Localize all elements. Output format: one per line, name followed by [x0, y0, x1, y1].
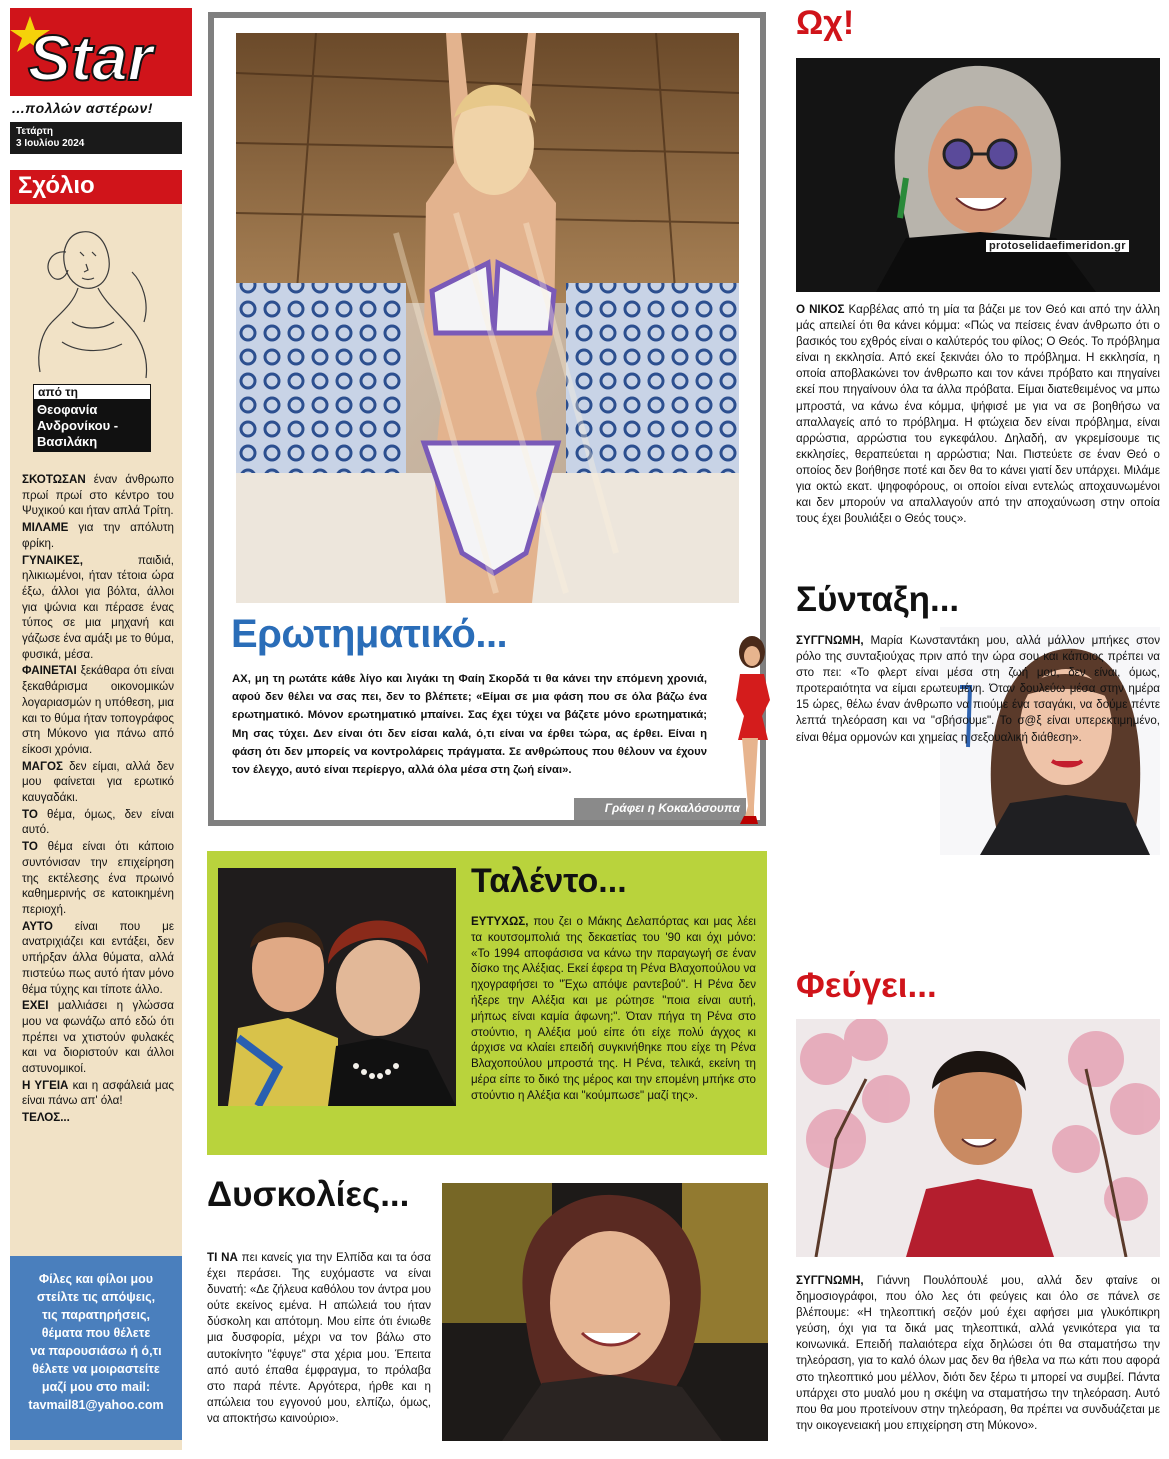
feygei-text: Γιάννη Πουλόπουλέ μου, αλλά δεν φταίνε οι δημοσιογράφοι, που όλο λες ότι φεύγεις και όλο σε πάνελ σε βλέπουμε: «Η τηλεοπτική σεζόν μού έχει αφήσει μια γλυκόπικρη γεύση, όχι για τα δικά μας τηλεοπτικά, αλλά γενικότερα για τα κοινωνικά. Επειδή παλαιότερα είχα δηλώσει ότι θα σταματήσω την τηλεόραση, για το καλό όλων μας δεν θα ήθελα να πω κάτι που αφορά στο τηλεοπτικό μου μέλλον, διότι δεν ξέρω τι μπορεί να συμβεί. Πάντα υπάρχει στο μυαλό μου η σκέψη να σταματήσω την τηλεόραση. Αυτό που θα μου προτείνουν στην τηλεόραση, θα πρέπει να συνδυάζεται με την οικογενειακή μου επιχείρηση στη Μύκονο».: [796, 1274, 1160, 1432]
issue-day: Τετάρτη: [16, 126, 53, 137]
talento-body: [471, 914, 756, 1104]
feature-photo: [236, 33, 739, 603]
ox-photo: [796, 58, 1160, 292]
paragraph-text: μαλλιάσει η γλώσσα μου να φωνάζω από εδώ ότι πρέπει να χτιστούν φυλακές και να διοριστούν και άλλοι αστυνομικοί.: [22, 999, 174, 1076]
paragraph-lead: ΕΧΕΙ: [22, 999, 49, 1013]
paragraph-lead: ΜΑΓΟΣ: [22, 759, 63, 773]
dyskolies-title: Δυσκολίες...: [207, 1175, 410, 1214]
column-body: [22, 472, 174, 1127]
column-paragraph: [22, 472, 174, 519]
feygei-lead: ΣΥΓΓΝΩΜΗ,: [796, 1274, 864, 1287]
contact-email[interactable]: tavmail81@yahoo.com: [28, 1398, 164, 1412]
feygei-body: [796, 1273, 1160, 1434]
author-name: Θεοφανία Ανδρονίκου - Βασιλάκη: [33, 400, 151, 452]
paragraph-lead: ΓΥΝΑΙΚΕΣ,: [22, 553, 83, 567]
contact-line: να παρουσιάσω ή ό,τι: [30, 1344, 162, 1358]
paragraph-text: ξεκάθαρα ότι είναι ξεκαθάρισμα οικονομικών λογαριασμών η υπόθεση, μια και το θύμα ήταν τοπογράφος στη Μύκονο για πάνω από είκοσι χρόνια.: [22, 664, 174, 756]
syntaxi-lead: ΣΥΓΓΝΩΜΗ,: [796, 634, 864, 647]
paragraph-text: έναν άνθρωπο πρωί πρωί στο κέντρο του Ψυχικού και ήταν απλά Τρίτη.: [22, 473, 174, 518]
dyskolies-lead: ΤΙ ΝΑ: [207, 1251, 238, 1264]
column-paragraph: [22, 839, 174, 918]
column-paragraph: [22, 553, 174, 663]
contact-line: μαζί μου στο mail:: [41, 1380, 151, 1394]
feature-byline: Γράφει η Κοκαλόσουπα: [574, 798, 746, 820]
paragraph-text: παιδιά, ηλικιωμένοι, ήταν τέτοια ώρα έξω, άλλοι για βόλτα, άλλοι για ψώνια και πέρασε ένας τύπος σε μια μηχανή και γάζωσε ένα αμάξι με το θύμα, φυσικά, μέσα.: [22, 553, 174, 661]
author-label: από τη: [33, 384, 151, 400]
contact-line: Φίλες και φίλοι μου: [38, 1272, 154, 1286]
author-sketch: [22, 212, 170, 382]
star-logo: [10, 8, 192, 96]
paragraph-lead: ΜΙΛΑΜΕ: [22, 521, 69, 535]
ox-text: Καρβέλας από τη μία τα βάζει με τον Θεό και από την άλλη μάς απειλεί ότι θα κάνει κόμμα: «Πώς να πείσεις έναν άνθρωπο ότι ο βασικός του εχθρός είναι ο καλύτερός του φίλος; Ο Θεός. Το πρόβλημα είναι η εκκλησία. Από εκεί ξεκινάει όλο το πρόβλημα. Η εκκλησία, η οποία αποβλακώνει τον άνθρωπο και τον κάνει πρόβατο και πηγαίνει εκεί που πηγαίνουν όλα τα άλλα πρόβατα. Είμαι διατεθειμένος να μπω μπροστά, να κάνω ένα κόμμα, ψήφισέ με για να σε βοηθήσω να απαλλαγείς από το πρόβλημα. Η φτώχεια δεν είναι πρόβλημα, είναι αρρώστια, αρρώστια του εγκεφάλου. Δηλαδή, αν γκρεμίσουμε τις εκκλησίες, θεραπεύεται η αρρώστια; Ναι. Πιστεύετε σε έναν Θεό ο οποίος δεν βοήθησε ποτέ και δεν θα το κάνει γιατί δεν υπάρχει. Μιλάμε για οκτώ εκατ. ψηφοφόρους, οι οποίοι είναι εντελώς αποχαυνωμένοι και δεν μπορούν να απαλλαγούν από την αποχαύνωση στην οποία τους έχει βουλιάξει ο Θεός τους».: [796, 303, 1160, 526]
feygei-title: Φεύγει...: [796, 966, 937, 1005]
paragraph-lead: ΤΟ: [22, 840, 38, 854]
column-section-title: Σχόλιο: [10, 170, 182, 204]
paragraph-lead: ΦΑΙΝΕΤΑΙ: [22, 664, 77, 678]
contact-line: θέλετε να μοιραστείτε: [32, 1362, 160, 1376]
talento-photo: [218, 868, 456, 1106]
column-paragraph: [22, 998, 174, 1077]
paragraph-text: και η ασφάλειά μας είναι πάνω απ' όλα!: [22, 1078, 174, 1108]
feature-title: Ερωτηματικό...: [231, 612, 508, 656]
syntaxi-text: Μαρία Κωνσταντάκη μου, αλλά μάλλον μπήκες στον ρόλο της συνταξιούχας πριν από την ώρα σου και κάποιος πρέπει να στο πει: «Το φλερτ είναι μέσα στη ζωή μου, δεν είναι, όμως, προτεραιότητα να είμαι ερωτευμένη. Όταν δουλεύω μέσα στην ημέρα 15 ώρες, θέλω έναν άνθρωπο να πιούμε ένα τσαγάκι, να δούμε πέντε λεπτά τηλεόραση και να "σβήσουμε". Το σ@ξ είναι υπερεκτιμημένο, είναι θέμα ορμονών και χημείας η σεξουαλική διάθεση».: [796, 634, 1160, 744]
ox-lead: Ο ΝΙΚΟΣ: [796, 303, 845, 316]
paragraph-lead: ΑΥΤΟ: [22, 919, 53, 933]
column-paragraph: [22, 919, 174, 998]
paragraph-text: δεν είμαι, αλλά δεν μου φαίνεται για ερωτικό καυγαδάκι.: [22, 759, 174, 805]
date-bar: [10, 122, 182, 154]
column-paragraph: [22, 1078, 174, 1109]
paragraph-text: θέμα είναι ότι κάποιο συντόνισαν την επιχείρηση της εκτέλεσης ένα πρωινό καθημερινής σε κατοικημένη περιοχή.: [22, 840, 174, 916]
dyskolies-body: [207, 1250, 431, 1427]
paragraph-lead: ΤΟ: [22, 807, 38, 821]
contact-line: θέματα που θέλετε: [41, 1326, 151, 1340]
dyskolies-photo: [442, 1183, 768, 1441]
syntaxi-title: Σύνταξη...: [796, 580, 960, 619]
talento-lead: ΕΥΤΥΧΩΣ,: [471, 915, 529, 928]
syntaxi-body: [796, 633, 1160, 746]
column-paragraph: [22, 520, 174, 551]
paragraph-text: θέμα, όμως, δεν είναι αυτό.: [22, 807, 174, 837]
issue-date: 3 Ιουλίου 2024: [16, 138, 85, 149]
column-paragraph: [22, 807, 174, 838]
feygei-photo: [796, 1019, 1160, 1257]
talento-text: που ζει ο Μάκης Δελαπόρτας και μας λέει τα κουτσομπολιά της δεκαετίας του '90 και όχι μόνο: «Το 1994 αποφάσισα να κάνω την παραγωγή σε έναν δίσκο της Αλέξιας. Εκεί έφερα τη Ρένα Βλαχοπούλου να ηχογραφήσει το "Έχω απόψε ραντεβού". Η Ρένα δεν ήξερε την Αλέξια και με ρώτησε "ποια είναι αυτή, μήπως είναι καμία άφωνη;". Όταν πήγα τη Ρένα στο στούντιο, η Αλέξια μού είπε ότι είχε πολύ άγχος κι άρχισε να κλαίει επειδή συγκινήθηκε που είχε τη Ρένα Βλαχοπούλου μπροστά της. Η Ρένα, τελικά, εκείνη τη μέρα είπε το δικό της μέρος και την επομένη μπήκε στο στούντιο η Αλέξια και "κούμπωσε" μαζί της».: [471, 915, 756, 1102]
talento-title: Ταλέντο...: [471, 862, 627, 900]
contact-box: [10, 1256, 182, 1440]
logo-text: Star: [28, 22, 153, 94]
ox-title: Ωχ!: [796, 4, 855, 42]
paragraph-lead: Η ΥΓΕΙΑ: [22, 1078, 69, 1092]
watermark: protoselidaefimeridon.gr: [986, 240, 1129, 252]
paragraph-lead: ΤΕΛΟΣ...: [22, 1111, 70, 1125]
masthead-tagline: ...πολλών αστέρων!: [12, 100, 153, 116]
contact-line: στείλτε τις απόψεις,: [36, 1290, 156, 1304]
author-credit: [33, 384, 151, 458]
ox-body: [796, 302, 1160, 527]
column-paragraph: [22, 1110, 174, 1126]
dyskolies-text: πει κανείς για την Ελπίδα και τα όσα έχει περάσει. Της ευχόμαστε να είναι δυνατή: «Δε ζήλευα καθόλου τον άντρα μου ούτε εκείνος εμένα. Η απώλειά του ήταν δύσκολη και απότομη. Μου είπε ότι ένιωθε μια δυσφορία, μέχρι να τον βάλω στο αυτοκίνητο "έφυγε" στα χέρια μου. Έπειτα από αυτό έπαθα έμφραγμα, το πρόλαβα στο παρά πέντε. Αργότερα, ήρθε και η απώλεια του εγγονού μου, ελπίζω, όμως, να αποκτήσω καινούριο».: [207, 1251, 431, 1425]
paragraph-lead: ΣΚΟΤΩΣΑΝ: [22, 473, 86, 486]
paragraph-text: είναι που με ανατριχιάζει και εντάξει, δεν υπήρξαν άλλα θύματα, αλλά πιστεύω πως αυτό ήταν μόνο θέμα τύχης και τίποτε άλλο.: [22, 919, 174, 996]
paragraph-text: για την απόλυτη φρίκη.: [22, 521, 174, 550]
author-cutout-figure: [728, 630, 778, 826]
column-paragraph: [22, 759, 174, 806]
contact-line: τις παρατηρήσεις,: [42, 1308, 150, 1322]
column-paragraph: [22, 663, 174, 757]
feature-body: ΑΧ, μη τη ρωτάτε κάθε λίγο και λιγάκι τη Φαίη Σκορδά τι θα κάνει την επόμενη χρονιά, αφού δεν θέλει να σας πει, δεν το βλέπετε; «Είμαι σε μια φάση που σε όλα βάζω ένα ερωτηματικό. Μόνον ερωτηματικό μπαίνει. Σας έχει τύχει να βάζετε μόνο ερωτηματικά; Μη σας τύχει. Δεν είναι ότι δεν είσαι καλά, ό,τι είναι να έρθει τώρα, ας έρθει. Είναι η φάση ότι δεν μπορείς να κοντρολάρεις πράγματα. Σε ανθρώπους που θέλουν να έχουν τον έλεγχο, αυτό είναι περίεργο, αλλά όλα μέσα στη ζωή είναι».: [232, 673, 707, 777]
